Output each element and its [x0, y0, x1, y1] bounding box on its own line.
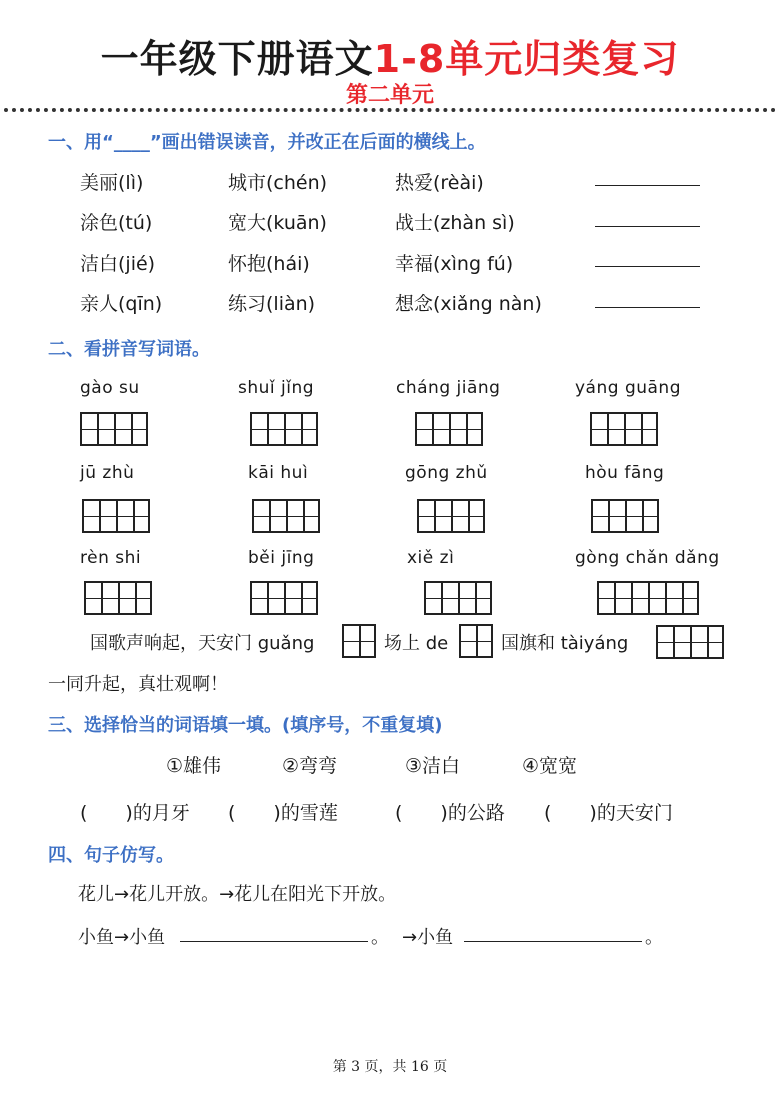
pinyin-label: gōng zhǔ — [405, 463, 488, 483]
pinyin-label: cháng jiāng — [396, 378, 501, 398]
dotted-divider — [4, 108, 776, 112]
word-item: 宽大(kuān) — [228, 212, 327, 234]
pinyin-label: yáng guāng — [575, 378, 681, 398]
writing-grid[interactable] — [597, 581, 699, 615]
sentence-part: 国旗和 tàiyáng — [501, 633, 629, 654]
section3-heading: 三、选择恰当的词语填一填。(填序号，不重复填) — [48, 715, 443, 736]
example-sentence: 花儿→花儿开放。→花儿在阳光下开放。 — [78, 884, 397, 905]
writing-grid[interactable] — [417, 499, 485, 533]
fill-blank[interactable]: ( )的公路 — [395, 802, 505, 824]
answer-line[interactable] — [595, 226, 700, 227]
word-item: 热爱(rèài) — [395, 172, 484, 194]
title-red-part: 1-8单元归类复习 — [373, 37, 680, 81]
pinyin-label: běi jīng — [248, 548, 315, 568]
unit-subtitle: 第二单元 — [345, 83, 434, 108]
word-item: 美丽(lì) — [80, 172, 144, 194]
fill-blank[interactable]: ( )的月牙 — [80, 802, 190, 824]
option-item: ②弯弯 — [282, 755, 338, 777]
answer-line[interactable] — [180, 941, 368, 942]
sentence-part: 场上 de — [384, 633, 449, 654]
word-item: 城市(chén) — [228, 172, 328, 194]
answer-line[interactable] — [464, 941, 642, 942]
section2-heading: 二、看拼音写词语。 — [48, 339, 210, 360]
page-title — [0, 28, 780, 83]
pinyin-label: hòu fāng — [585, 463, 665, 483]
word-item: 战士(zhàn sì) — [395, 212, 515, 234]
writing-grid[interactable] — [252, 499, 320, 533]
pinyin-label: gòng chǎn dǎng — [575, 548, 720, 568]
answer-line[interactable] — [595, 266, 700, 267]
pinyin-label: xiě zì — [407, 548, 455, 568]
sentence-part: 国歌声响起，天安门 guǎng — [90, 633, 315, 654]
writing-grid[interactable] — [342, 624, 376, 658]
writing-grid[interactable] — [250, 581, 318, 615]
page-footer: 第 3 页，共 16 页 — [332, 1059, 448, 1075]
period: 。 — [371, 927, 389, 948]
option-item: ④宽宽 — [522, 755, 578, 777]
word-item: 练习(liàn) — [228, 293, 316, 315]
writing-grid[interactable] — [424, 581, 492, 615]
pinyin-label: shuǐ jǐng — [238, 378, 315, 398]
fill-blank[interactable]: ( )的雪莲 — [228, 802, 338, 824]
word-item: 怀抱(hái) — [228, 253, 310, 275]
writing-grid[interactable] — [250, 412, 318, 446]
prompt-text: 小鱼→小鱼 — [78, 927, 166, 948]
option-item: ①雄伟 — [166, 755, 222, 777]
writing-grid[interactable] — [82, 499, 150, 533]
writing-grid[interactable] — [590, 412, 658, 446]
writing-grid[interactable] — [80, 412, 148, 446]
word-item: 洁白(jié) — [80, 253, 156, 275]
pinyin-label: jū zhù — [80, 463, 135, 483]
writing-grid[interactable] — [656, 625, 724, 659]
word-item: 想念(xiǎng nàn) — [395, 293, 542, 315]
pinyin-label: kāi huì — [248, 463, 309, 483]
prompt-text: →小鱼 — [402, 927, 454, 948]
section1-heading: 一、用“____”画出错误读音，并改正在后面的横线上。 — [48, 132, 486, 153]
answer-line[interactable] — [595, 185, 700, 186]
writing-grid[interactable] — [459, 624, 493, 658]
option-item: ③洁白 — [405, 755, 461, 777]
writing-grid[interactable] — [84, 581, 152, 615]
answer-line[interactable] — [595, 307, 700, 308]
fill-blank[interactable]: ( )的天安门 — [544, 802, 673, 824]
writing-grid[interactable] — [415, 412, 483, 446]
word-item: 幸福(xìng fú) — [395, 253, 514, 275]
word-item: 涂色(tú) — [80, 212, 153, 234]
sentence-part: 一同升起，真壮观啊！ — [48, 674, 228, 695]
title-black-part: 一年级下册语文 — [100, 37, 374, 81]
word-item: 亲人(qīn) — [80, 293, 163, 315]
period: 。 — [645, 927, 663, 948]
pinyin-label: rèn shi — [80, 548, 142, 568]
writing-grid[interactable] — [591, 499, 659, 533]
pinyin-label: gào su — [80, 378, 140, 398]
section4-heading: 四、句子仿写。 — [48, 845, 174, 866]
